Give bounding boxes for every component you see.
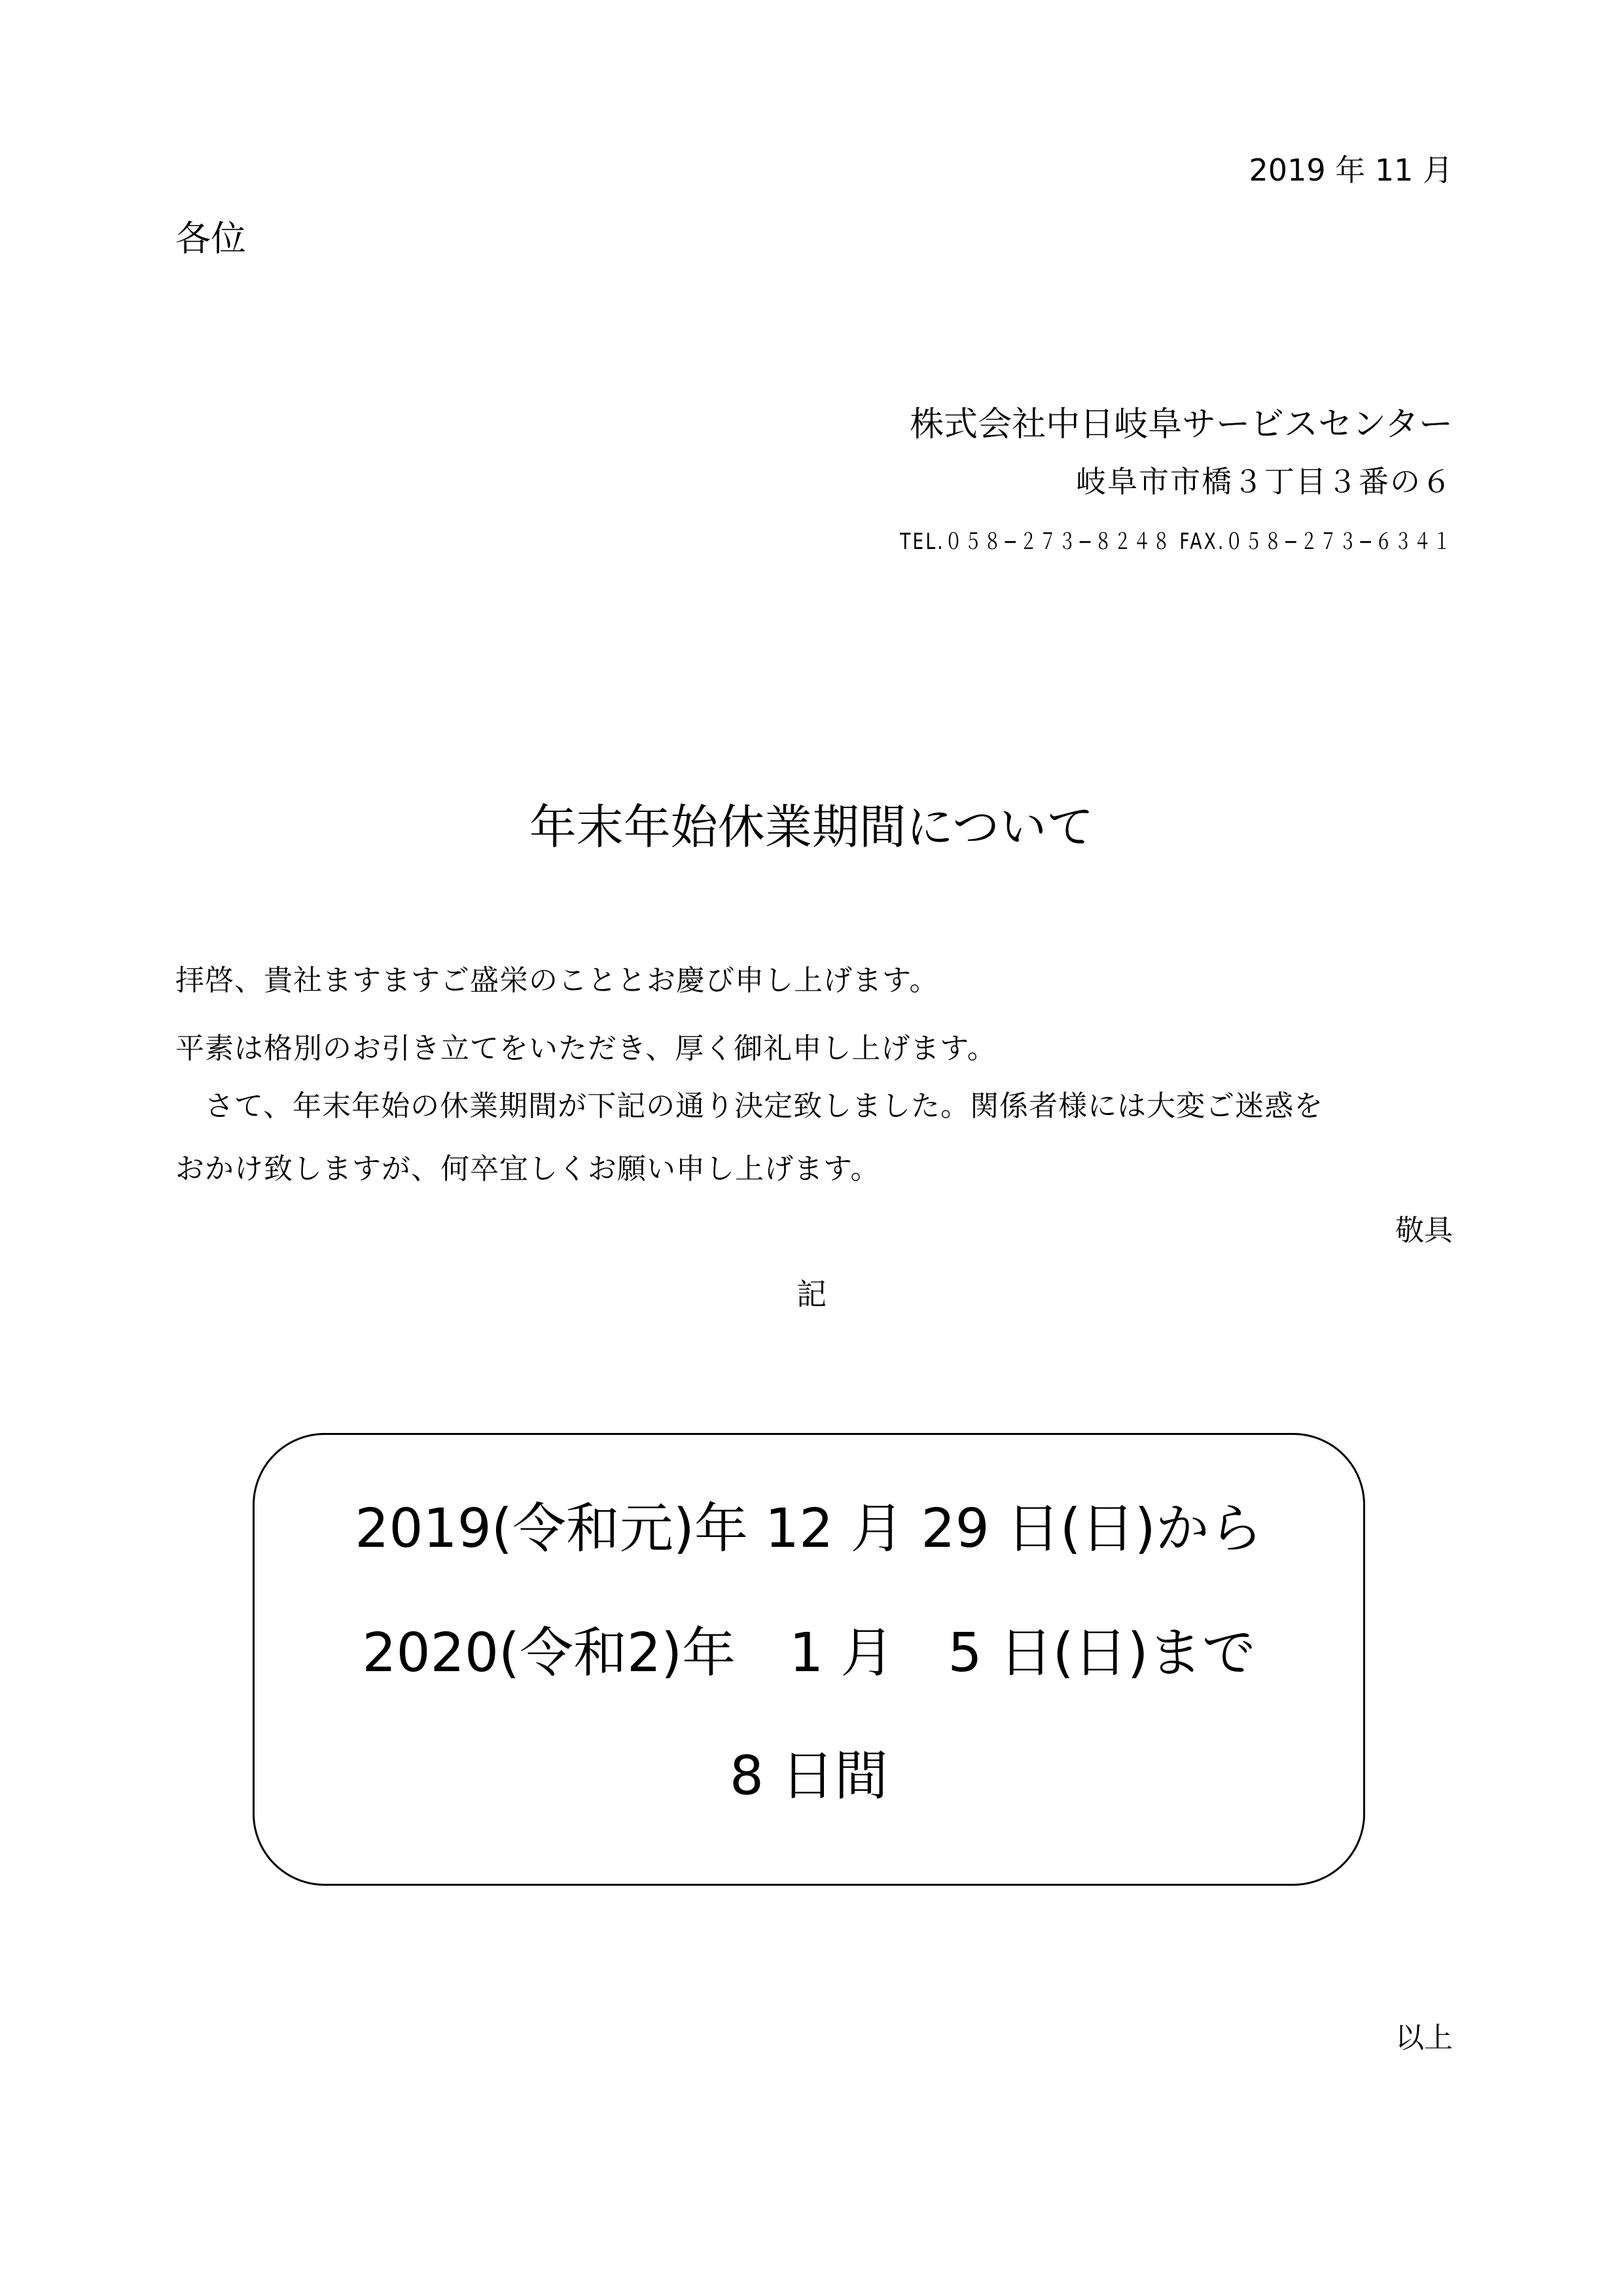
body-line-thanks: 平素は格別のお引き立てをいただき、厚く御礼申し上げます。 xyxy=(175,1032,997,1065)
body-line-apology: おかけ致しますが、何卒宜しくお願い申し上げます。 xyxy=(175,1152,880,1186)
closing-keigu: 敬具 xyxy=(1395,1214,1453,1247)
holiday-end: 2020(令和2)年 1 月 5 日(日)まで xyxy=(362,1622,1256,1684)
end-mark: 以上 xyxy=(1395,2021,1453,2055)
sender-company: 株式会社中日岐阜サービスセンター xyxy=(910,405,1453,444)
document-title: 年末年始休業期間について xyxy=(529,800,1094,855)
document-date: 2019 年 11 月 xyxy=(1249,152,1453,188)
body-line-greeting: 拝啓、貴社ますますご盛栄のこととお慶び申し上げます。 xyxy=(175,964,939,997)
holiday-duration: 8 日間 xyxy=(729,1745,889,1807)
body-line-announcement: さて、年末年始の休業期間が下記の通り決定致しました。関係者様には大変ご迷惑を xyxy=(175,1089,1324,1123)
sender-contact: TEL.０５８−２７３−８２４８ FAX.０５８−２７３−６３４１ xyxy=(900,529,1453,555)
addressee: 各位 xyxy=(175,218,246,259)
holiday-start: 2019(令和元)年 12 月 29 日(日)から xyxy=(355,1498,1263,1560)
sender-address: 岐阜市市橋３丁目３番の６ xyxy=(1076,464,1453,499)
ki-marker: 記 xyxy=(796,1277,827,1312)
holiday-period-box xyxy=(253,1433,1365,1886)
